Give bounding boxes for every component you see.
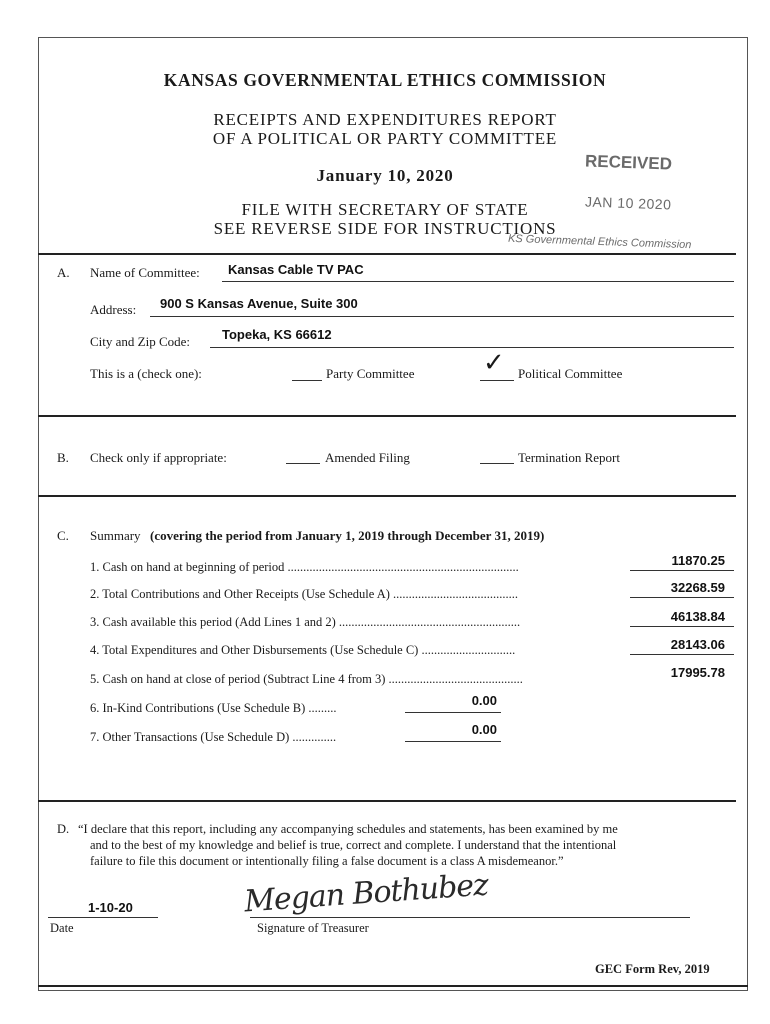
check-if-appropriate-label: Check only if appropriate:	[90, 450, 227, 465]
summary-line-4-rule	[630, 654, 734, 655]
received-stamp-agency: KS Governmental Ethics Commission	[507, 232, 692, 252]
summary-line-6-rule	[405, 712, 501, 713]
section-c-letter: C.	[57, 528, 69, 543]
bottom-rule	[38, 985, 748, 987]
summary-line-3-label: 3. Cash available this period (Add Lines 1 and 2) ..........................................................	[90, 615, 521, 629]
address-label: Address:	[90, 302, 137, 317]
city-zip-label: City and Zip Code:	[90, 334, 191, 349]
form-revision: GEC Form Rev, 2019	[595, 962, 710, 976]
signature-line	[250, 917, 690, 918]
summary-line-1-value: 11870.25	[671, 553, 725, 568]
commission-title: KANSAS GOVERNMENTAL ETHICS COMMISSION	[163, 70, 607, 90]
political-committee-checkbox-line	[480, 380, 514, 381]
summary-line-3-value: 46138.84	[670, 609, 725, 624]
amended-filing-label: Amended Filing	[325, 450, 410, 465]
date-line	[48, 917, 158, 918]
treasurer-signature: Megan Bothubez	[243, 867, 489, 920]
date-label: Date	[50, 921, 74, 935]
report-title-line2: OF A POLITICAL OR PARTY COMMITTEE	[212, 129, 558, 148]
summary-line-6-label: 6. In-Kind Contributions (Use Schedule B) .........	[90, 701, 337, 715]
signature-date-value: 1-10-20	[88, 900, 133, 915]
declaration-line-1: “I declare that this report, including any accompanying schedules and statements, has been examined by me	[78, 822, 618, 836]
summary-line-6-value: 0.00	[471, 693, 497, 708]
summary-line-7-rule	[405, 741, 501, 742]
summary-line-2-value: 32268.59	[670, 580, 725, 595]
termination-report-label: Termination Report	[518, 450, 620, 465]
declaration-line-2: and to the best of my knowledge and belief is true, correct and complete. I understand that the intentional	[90, 838, 617, 852]
termination-report-checkbox-line	[480, 463, 514, 464]
signature-label: Signature of Treasurer	[257, 921, 369, 935]
committee-name-value: Kansas Cable TV PAC	[228, 262, 364, 277]
divider	[38, 415, 736, 417]
summary-line-5-value: 17995.78	[670, 665, 725, 680]
received-stamp: RECEIVED	[584, 151, 673, 174]
summary-line-7-value: 0.00	[471, 722, 497, 737]
party-committee-label: Party Committee	[326, 366, 415, 381]
summary-line-4-label: 4. Total Expenditures and Other Disbursements (Use Schedule C) ..............................	[90, 643, 516, 657]
report-title-line1: RECEIPTS AND EXPENDITURES REPORT	[213, 110, 557, 129]
party-committee-checkbox-line	[292, 380, 322, 381]
summary-line-4-value: 28143.06	[670, 637, 725, 652]
divider	[38, 800, 736, 802]
received-stamp-date: JAN 10 2020	[584, 193, 672, 213]
committee-name-label: Name of Committee:	[90, 265, 200, 280]
political-committee-checkmark: ✓	[483, 348, 505, 378]
divider	[38, 495, 736, 497]
address-line	[150, 316, 734, 317]
file-with-instruction: FILE WITH SECRETARY OF STATE	[241, 200, 529, 219]
summary-line-1-label: 1. Cash on hand at beginning of period ..........................................................................	[90, 560, 519, 574]
section-a-letter: A.	[57, 265, 70, 280]
city-zip-line	[210, 347, 734, 348]
summary-line-2-rule	[630, 597, 734, 598]
section-b-letter: B.	[57, 450, 69, 465]
committee-type-label: This is a (check one):	[90, 366, 202, 381]
summary-line-1-rule	[630, 570, 734, 571]
address-value: 900 S Kansas Avenue, Suite 300	[160, 296, 358, 311]
summary-line-2-label: 2. Total Contributions and Other Receipts (Use Schedule A) ........................................	[90, 587, 519, 601]
summary-line-7-label: 7. Other Transactions (Use Schedule D) ..............	[90, 730, 337, 744]
divider	[38, 253, 736, 255]
section-d-letter: D.	[57, 822, 70, 836]
committee-name-line	[222, 281, 734, 282]
summary-period: (covering the period from January 1, 2019 through December 31, 2019)	[150, 528, 545, 543]
political-committee-label: Political Committee	[518, 366, 623, 381]
declaration-line-3: failure to file this document or intentionally filing a false document is a class A misdemeanor.”	[90, 854, 564, 868]
summary-line-5-label: 5. Cash on hand at close of period (Subtract Line 4 from 3) ...........................................	[90, 672, 523, 686]
report-date: January 10, 2020	[316, 166, 454, 185]
amended-filing-checkbox-line	[286, 463, 320, 464]
summary-line-3-rule	[630, 626, 734, 627]
city-zip-value: Topeka, KS 66612	[222, 327, 332, 342]
see-reverse-instruction: SEE REVERSE SIDE FOR INSTRUCTIONS	[213, 219, 557, 238]
summary-label: Summary	[90, 528, 141, 543]
